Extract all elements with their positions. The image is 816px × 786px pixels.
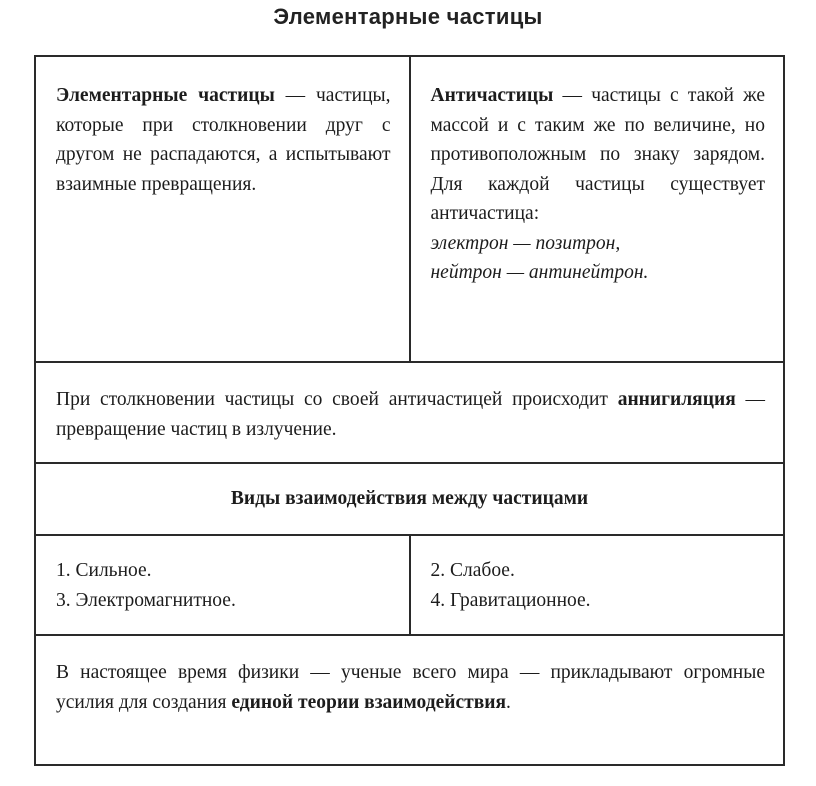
antiparticle-example-electron: электрон — позитрон,	[430, 232, 621, 254]
interaction-item: 4. Гравитационное.	[430, 589, 591, 611]
interactions-list-row	[35, 535, 784, 635]
unified-theory-row	[35, 635, 784, 765]
elementary-dash: —	[274, 85, 316, 106]
definitions-row	[35, 56, 784, 362]
particles-table	[34, 55, 785, 766]
annihilation-cell	[35, 362, 784, 463]
antiparticles-dash: —	[553, 85, 592, 106]
theory-term: единой теории взаимодействия	[231, 691, 507, 713]
theory-text-before: В настоящее время физики — ученые всего мира — прикладывают огромные усилия для создания	[56, 662, 765, 713]
unified-theory-cell	[35, 635, 784, 765]
interactions-left-cell	[35, 535, 410, 635]
annihilation-text-before: При столкновении частицы со своей античастицей происходит	[56, 389, 618, 410]
theory-text-after: .	[506, 691, 511, 713]
annihilation-text-after: — превращение частиц в излучение.	[56, 389, 765, 440]
antiparticles-cell	[410, 56, 785, 362]
antiparticle-example-neutron: нейтрон — антинейтрон.	[430, 262, 649, 283]
elementary-term: Элементарные частицы	[56, 85, 275, 106]
interactions-heading: Виды взаимодействия между частицами	[35, 463, 784, 535]
elementary-particles-cell	[35, 56, 410, 362]
interactions-right-cell	[410, 535, 785, 635]
interaction-item: 3. Электромагнитное.	[56, 589, 236, 611]
antiparticles-term: Античастицы	[430, 85, 554, 106]
antiparticles-definition: частицы с такой же массой и с таким же по величине, но противоположным по знаку зарядом. Для каждой частицы существует античастица:	[430, 85, 765, 224]
annihilation-term: аннигиляция	[617, 389, 736, 410]
page-title: Элементарные частицы	[273, 4, 543, 29]
interaction-item: 2. Слабое.	[430, 560, 515, 581]
annihilation-row	[35, 362, 784, 463]
elementary-definition: частицы, которые при столкновении друг с другом не распадаются, а испытывают взаимные превращения.	[56, 85, 391, 195]
interaction-item: 1. Сильное.	[56, 560, 152, 581]
interactions-heading-row	[35, 463, 784, 535]
